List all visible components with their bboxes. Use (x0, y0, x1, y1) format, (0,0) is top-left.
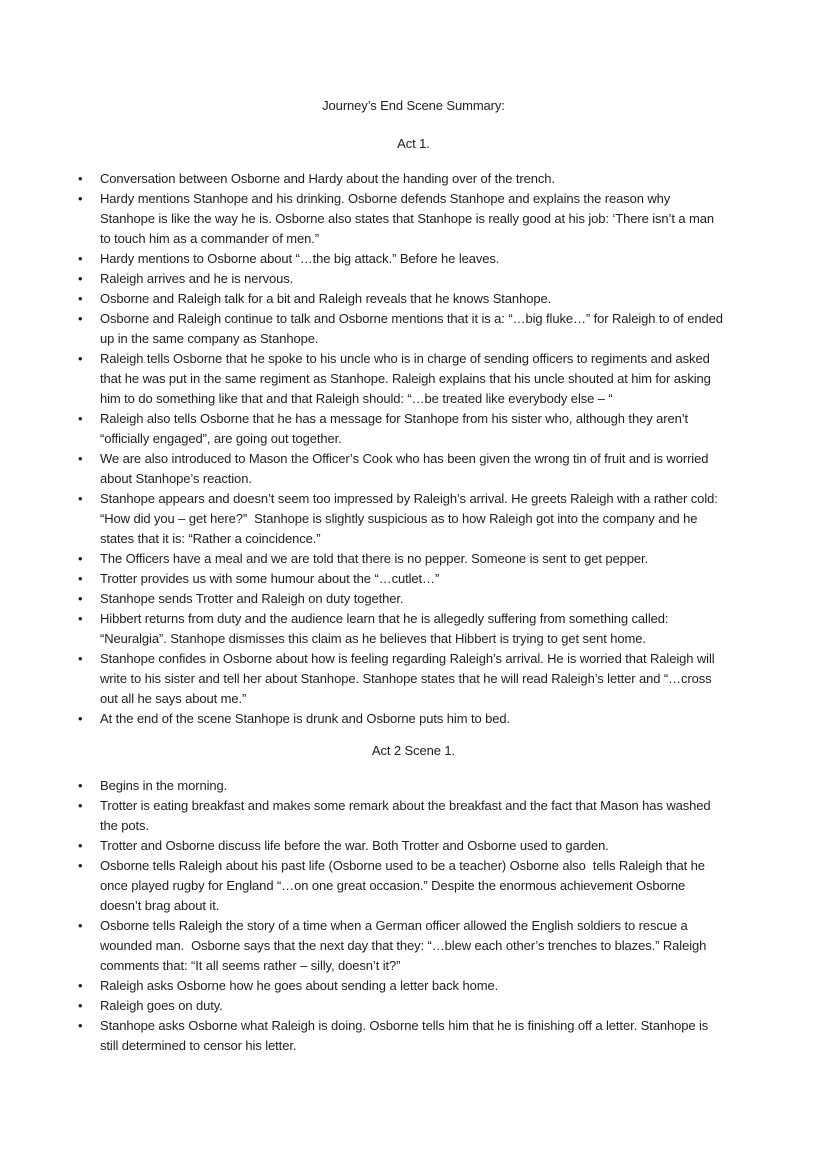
list-item: • Trotter is eating breakfast and makes some remark about the breakfast and the fact that Mason has washed the pots. (100, 796, 727, 836)
list-item: • Stanhope confides in Osborne about how is feeling regarding Raleigh’s arrival. He is worried that Raleigh will write to his sister and tell her about Stanhope. Stanhope states that he will read Raleigh’s letter and “…cross out all he says about me.” (100, 649, 727, 709)
list-item: • At the end of the scene Stanhope is drunk and Osborne puts him to bed. (100, 709, 727, 729)
list-item: • The Officers have a meal and we are told that there is no pepper. Someone is sent to get pepper. (100, 549, 727, 569)
list-item: • Osborne and Raleigh continue to talk and Osborne mentions that it is a: “…big fluke…” for Raleigh to of ended up in the same company as Stanhope. (100, 309, 727, 349)
list-item: • Stanhope sends Trotter and Raleigh on duty together. (100, 589, 727, 609)
list-item: • Hardy mentions Stanhope and his drinking. Osborne defends Stanhope and explains the reason why Stanhope is like the way he is. Osborne also states that Stanhope is really good at his job: ‘There isn’t a man to touch him as a commander of men.” (100, 189, 727, 249)
list-item: • Raleigh goes on duty. (100, 996, 727, 1016)
document-title: Journey’s End Scene Summary: (322, 98, 505, 113)
list-item: • Raleigh also tells Osborne that he has a message for Stanhope from his sister who, although they aren’t “officially engaged”, are going out together. (100, 409, 727, 449)
list-item: • Osborne tells Raleigh the story of a time when a German officer allowed the English soldiers to rescue a wounded man. Osborne says that the next day that they: “…blew each other’s trenches to blazes.” Raleigh comments that: “It all seems rather – silly, doesn’t it?” (100, 916, 727, 976)
list-item: • Conversation between Osborne and Hardy about the handing over of the trench. (100, 169, 727, 189)
list-item: • Raleigh arrives and he is nervous. (100, 269, 727, 289)
section-heading-act-1: Act 1. (397, 136, 430, 151)
list-item: • Trotter provides us with some humour about the “…cutlet…” (100, 569, 727, 589)
list-item: • Osborne and Raleigh talk for a bit and Raleigh reveals that he knows Stanhope. (100, 289, 727, 309)
list-item: • Stanhope appears and doesn’t seem too impressed by Raleigh’s arrival. He greets Raleigh with a rather cold: “How did you – get here?” Stanhope is slightly suspicious as to how Raleigh got into the company and he states that it is: “Rather a coincidence.” (100, 489, 727, 549)
list-item: • Stanhope asks Osborne what Raleigh is doing. Osborne tells him that he is finishing off a letter. Stanhope is still determined to censor his letter. (100, 1016, 727, 1056)
list-item: • Raleigh tells Osborne that he spoke to his uncle who is in charge of sending officers to regiments and asked that he was put in the same regiment as Stanhope. Raleigh explains that his uncle shouted at him for asking him to do something like that and that Raleigh should: “…be treated like everybody else – “ (100, 349, 727, 409)
list-item: • We are also introduced to Mason the Officer’s Cook who has been given the wrong tin of fruit and is worried about Stanhope’s reaction. (100, 449, 727, 489)
list-item: • Osborne tells Raleigh about his past life (Osborne used to be a teacher) Osborne also tells Raleigh that he once played rugby for England “…on one great occasion.” Despite the enormous achievement Osborne doesn’t brag about it. (100, 856, 727, 916)
section-heading-act-2-scene-1: Act 2 Scene 1. (371, 743, 456, 758)
act-2-scene-1-bullet-list (100, 776, 727, 1056)
list-item: • Hardy mentions to Osborne about “…the big attack.” Before he leaves. (100, 249, 727, 269)
list-item: • Trotter and Osborne discuss life before the war. Both Trotter and Osborne used to garden. (100, 836, 727, 856)
act-1-bullet-list (100, 169, 727, 729)
list-item: • Hibbert returns from duty and the audience learn that he is allegedly suffering from something called: “Neuralgia”. Stanhope dismisses this claim as he believes that Hibbert is trying to get sent home. (100, 609, 727, 649)
list-item: • Raleigh asks Osborne how he goes about sending a letter back home. (100, 976, 727, 996)
list-item: • Begins in the morning. (100, 776, 727, 796)
